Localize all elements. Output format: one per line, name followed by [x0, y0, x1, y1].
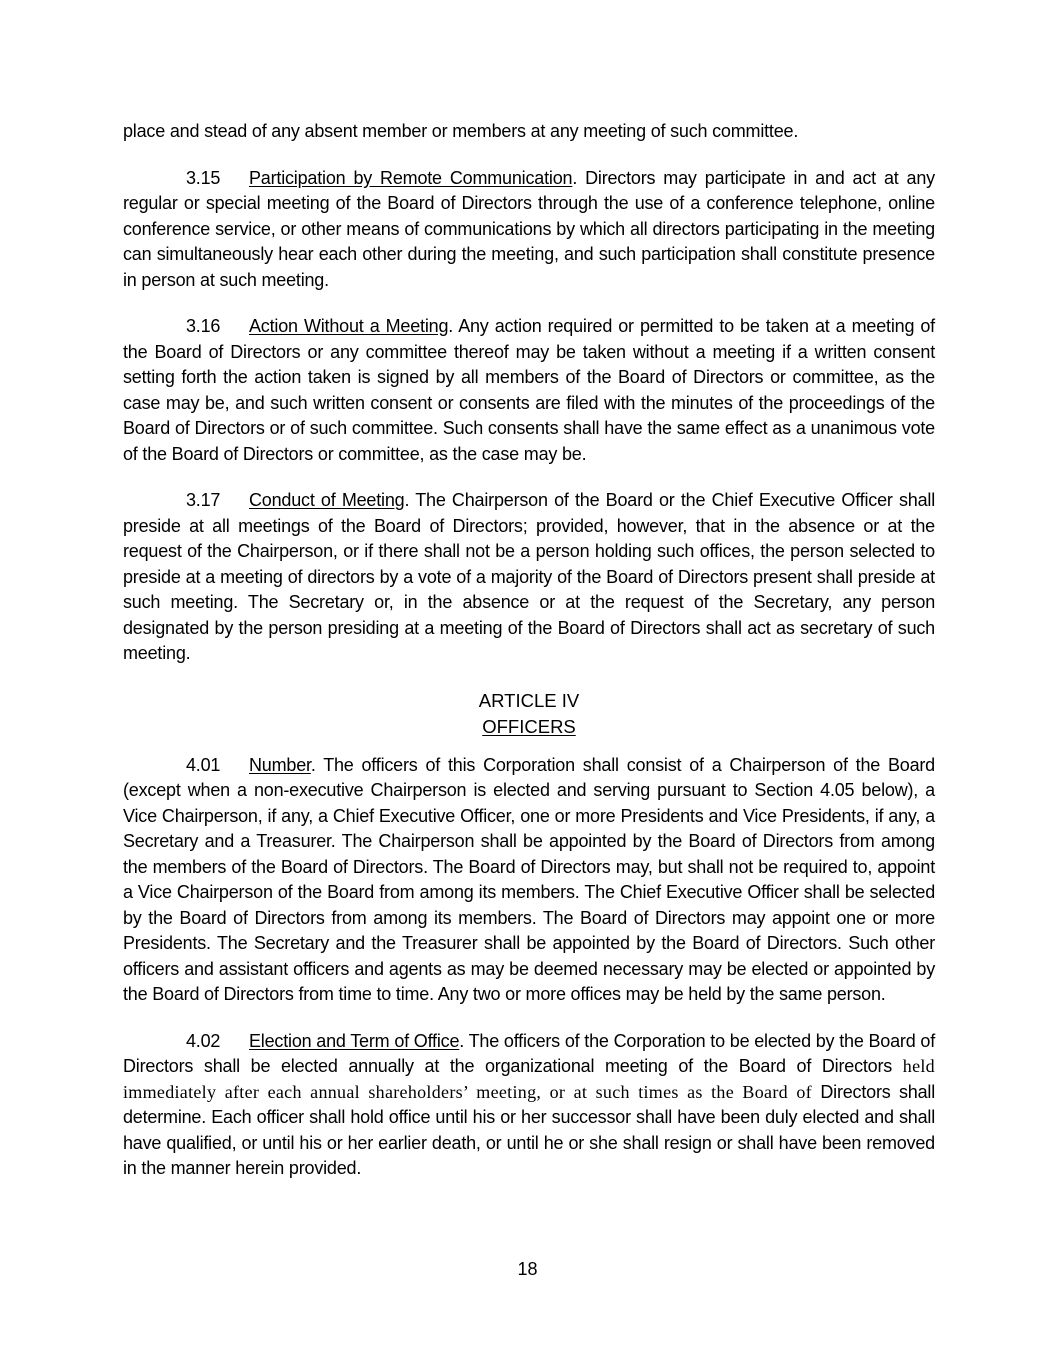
section-4-01	[123, 753, 935, 1008]
section-heading: Conduct of Meeting	[249, 490, 405, 510]
section-body: . The Chairperson of the Board or the Chief Executive Officer shall preside at all meetings of the Board of Directors; provided, however, that in the absence or at the request of the Chairperson, or if there shall not be a person holding such offices, the person selected to preside at a meeting of directors by a vote of a majority of the Board of Directors present shall preside at such meeting. The Secretary or, in the absence or at the request of the Secretary, any person designated by the person presiding at a meeting of the Board of Directors shall act as secretary of such meeting.	[123, 490, 935, 663]
section-3-16	[123, 314, 935, 467]
section-3-17	[123, 488, 935, 667]
document-page	[123, 119, 935, 1182]
section-body: . Any action required or permitted to be taken at a meeting of the Board of Directors or any committee thereof may be taken without a meeting if a written consent setting forth the action taken is signed by all members of the Board of Directors or committee, as the case may be, and such written consent or consents are filed with the minutes of the proceedings of the Board of Directors or of such committee. Such consents shall have the same effect as a unanimous vote of the Board of Directors or committee, as the case may be.	[123, 316, 935, 464]
section-heading: Election and Term of Office	[249, 1030, 460, 1051]
section-body-part-b: Directors shall determine. Each officer shall hold office until his or her successor shall have been duly elected and shall have qualified, or until his or her earlier death, or until he or she shall resign or shall have been removed in the manner herein provided.	[123, 1081, 935, 1178]
section-body: . Directors may participate in and act at any regular or special meeting of the Board of Directors through the use of a conference telephone, online conference service, or other means of communications by which all directors participating in the meeting can simultaneously hear each other during the meeting, and such participation shall constitute presence in person at such meeting.	[123, 167, 935, 290]
section-3-15	[123, 166, 935, 294]
article-heading	[123, 688, 935, 740]
section-body-serif-line: held immediately after each annual shareholders’ meeting, or at such times as the Board of	[123, 1056, 935, 1102]
section-body: . The officers of this Corporation shall consist of a Chairperson of the Board (except when a non-executive Chairperson is elected and serving pursuant to Section 4.05 below), a Vice Chairperson, if any, a Chief Executive Officer, one or more Presidents and Vice Presidents, if any, a Secretary and a Treasurer. The Chairperson shall be appointed by the Board of Directors from among the members of the Board of Directors. The Board of Directors may, but shall not be required to, appoint a Vice Chairperson of the Board from among its members. The Chief Executive Officer shall be selected by the Board of Directors from among its members. The Board of Directors may appoint one or more Presidents. The Secretary and the Treasurer shall be appointed by the Board of Directors. Such other officers and assistant officers and agents as may be deemed necessary may be elected or appointed by the Board of Directors from time to time. Any two or more offices may be held by the same person.	[123, 754, 935, 1004]
section-4-02	[123, 1029, 935, 1182]
page-number: 18	[517, 1259, 538, 1279]
section-number: 4.01	[186, 754, 221, 775]
section-body-part-a: . The officers of the Corporation to be elected by the Board of Directors shall be elected annually at the organizational meeting of the Board of Directors	[123, 1030, 935, 1076]
section-number: 3.17	[186, 490, 221, 510]
article-subtitle: OFFICERS	[482, 715, 576, 737]
section-number: 3.16	[186, 316, 221, 336]
section-heading: Action Without a Meeting	[249, 316, 449, 336]
section-heading: Participation by Remote Communication	[249, 167, 573, 188]
article-title: ARTICLE IV	[478, 689, 580, 711]
section-heading: Number	[249, 754, 311, 775]
section-number: 4.02	[186, 1030, 221, 1051]
section-number: 3.15	[186, 167, 221, 188]
continuation-paragraph: place and stead of any absent member or members at any meeting of such committee.	[123, 121, 799, 141]
